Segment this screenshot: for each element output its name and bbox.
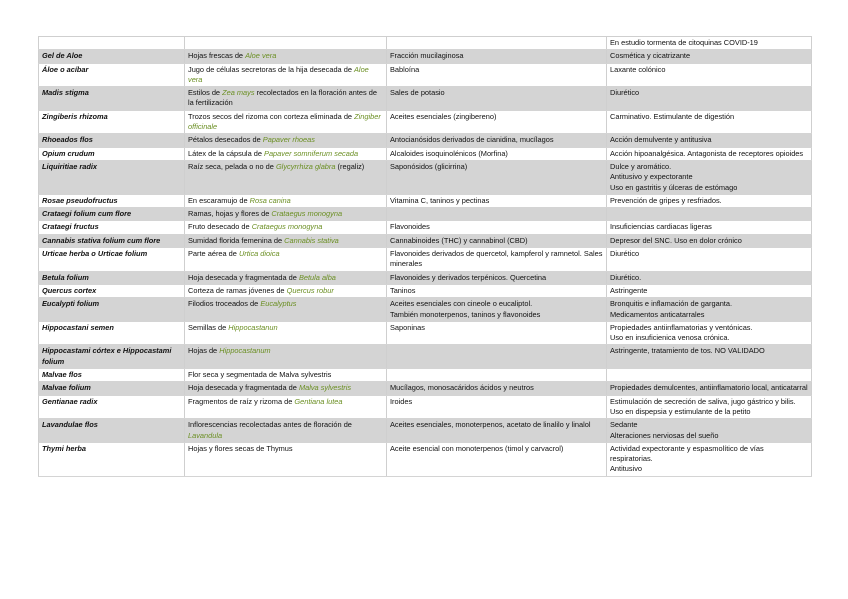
drug-name-cell: Rhoeados flos: [39, 134, 185, 147]
drug-name-cell: Gentianae radix: [39, 395, 185, 419]
header-cell-compounds: [387, 37, 607, 50]
table-row: [39, 160, 812, 194]
species-name: Crataegus monogyna: [271, 209, 343, 219]
therapeutic-use-cell: [607, 321, 812, 345]
drug-name-cell: Rosae pseudofructus: [39, 194, 185, 207]
plant-part-cell: [185, 284, 387, 297]
species-name: Hippocastanun: [228, 322, 278, 332]
table-body: [39, 37, 812, 477]
drug-name-cell: Áloe o acíbar: [39, 63, 185, 87]
table-row: [39, 87, 812, 111]
plant-part-cell: [185, 147, 387, 160]
plant-part-text: Hojas frescas de: [188, 51, 246, 61]
compounds-cell: Alcaloides isoquinolénicos (Morfina): [387, 147, 607, 160]
table-row: [39, 194, 812, 207]
therapeutic-use-cell: [607, 298, 812, 322]
plant-part-cell: [185, 194, 387, 207]
plant-part-cell: [185, 442, 387, 476]
compounds-cell: Vitamina C, taninos y pectinas: [387, 194, 607, 207]
table-row: [39, 221, 812, 234]
species-name: Zingiber officinale: [188, 111, 381, 132]
compounds-line: Aceites esenciales con cineole o eucaliptol.: [390, 299, 533, 309]
use-line: Bronquitis e inflamación de garganta.: [610, 299, 733, 309]
compounds-cell: Flavonoides: [387, 221, 607, 234]
table-row: [39, 248, 812, 272]
compounds-cell: Antocianósidos derivados de cianidina, mucílagos: [387, 134, 607, 147]
compounds-cell: [387, 369, 607, 382]
compounds-cell: Aceite esencial con monoterpenos (timol y carvacrol): [387, 442, 607, 476]
plant-part-text: Pétalos desecados de: [188, 135, 263, 145]
table-row: [39, 208, 812, 221]
therapeutic-use-cell: Acción hipoanalgésica. Antagonista de receptores opioides: [607, 147, 812, 160]
compounds-cell: Flavonoides y derivados terpénicos. Quercetina: [387, 271, 607, 284]
table-row: [39, 369, 812, 382]
compounds-line: También monoterpenos, taninos y flavonoides: [390, 309, 541, 319]
herbal-table: [38, 36, 812, 477]
species-name: Cannabis stativa: [284, 235, 339, 245]
species-name: Eucalyptus: [260, 299, 297, 309]
therapeutic-use-cell: Diurético: [607, 248, 812, 272]
plant-part-cell: [185, 234, 387, 247]
drug-name-cell: Hippocastami córtex e Hippocastami folium: [39, 345, 185, 369]
plant-part-text: Parte aérea de: [188, 249, 239, 259]
therapeutic-use-cell: Diurético: [607, 87, 812, 111]
drug-name-cell: Hippocastani semen: [39, 321, 185, 345]
plant-part-text: Semillas de: [188, 322, 229, 332]
compounds-cell: Sales de potasio: [387, 87, 607, 111]
header-cell-name: [39, 37, 185, 50]
species-name: Quercus robur: [286, 285, 334, 295]
species-name: Glycyrrhiza glabra: [275, 161, 336, 171]
therapeutic-use-cell: Laxante colónico: [607, 63, 812, 87]
plant-part-text: Fruto desecado de: [188, 222, 252, 232]
plant-part-cell: [185, 110, 387, 134]
therapeutic-use-cell: [607, 369, 812, 382]
compounds-cell: Mucílagos, monosacáridos ácidos y neutros: [387, 382, 607, 395]
therapeutic-use-cell: Astringente, tratamiento de tos. NO VALIDADO: [607, 345, 812, 369]
species-name: Lavandula: [188, 430, 223, 440]
species-name: Aloe vera: [245, 51, 277, 61]
plant-part-text: Flor seca y segmentada de Malva sylvestris: [188, 370, 332, 380]
compounds-cell: [387, 345, 607, 369]
plant-part-cell: [185, 87, 387, 111]
table-row: [39, 134, 812, 147]
plant-part-cell: [185, 369, 387, 382]
species-name: Betula alba: [298, 272, 336, 282]
therapeutic-use-cell: Acción demulvente y antitusiva: [607, 134, 812, 147]
table-row: [39, 442, 812, 476]
table-row: [39, 50, 812, 63]
plant-part-cell: [185, 271, 387, 284]
drug-name-cell: Betula folium: [39, 271, 185, 284]
drug-name-cell: Malvae flos: [39, 369, 185, 382]
table-row: [39, 63, 812, 87]
table-row: [39, 298, 812, 322]
compounds-cell: Aceites esenciales (zingibereno): [387, 110, 607, 134]
plant-part-cell: [185, 160, 387, 194]
species-name: Urtica dioica: [238, 249, 280, 259]
drug-name-cell: Crataegi fructus: [39, 221, 185, 234]
table-row: [39, 345, 812, 369]
species-name: Aloe vera: [188, 64, 369, 84]
therapeutic-use-cell: [607, 160, 812, 194]
plant-part-text: (regaliz): [335, 161, 365, 171]
use-line: Antitusivo: [610, 464, 643, 474]
use-line: Alteraciones nerviosas del sueño: [610, 430, 719, 440]
plant-part-text: Ramas, hojas y flores de: [188, 209, 272, 219]
table-row: [39, 395, 812, 419]
drug-name-cell: Opium crudum: [39, 147, 185, 160]
plant-part-cell: [185, 419, 387, 443]
plant-part-text: Corteza de ramas jóvenes de: [188, 285, 287, 295]
header-cell-part: [185, 37, 387, 50]
plant-part-cell: [185, 395, 387, 419]
plant-part-cell: [185, 208, 387, 221]
compounds-cell: [387, 298, 607, 322]
plant-part-cell: [185, 50, 387, 63]
table-row: [39, 419, 812, 443]
plant-part-text: En escaramujo de: [188, 195, 250, 205]
drug-name-cell: Eucalypti folium: [39, 298, 185, 322]
therapeutic-use-cell: [607, 208, 812, 221]
therapeutic-use-cell: [607, 442, 812, 476]
plant-part-text: Látex de la cápsula de: [188, 148, 265, 158]
plant-part-text: Jugo de células secretoras de la hija desecada de: [188, 64, 354, 74]
plant-part-cell: [185, 248, 387, 272]
drug-name-cell: Thymi herba: [39, 442, 185, 476]
table-row: [39, 234, 812, 247]
use-line: Propiedades antiinflamatorias y ventónicas.: [610, 322, 753, 332]
table-row: [39, 382, 812, 395]
therapeutic-use-cell: Cosmética y cicatrizante: [607, 50, 812, 63]
therapeutic-use-cell: Carminativo. Estimulante de digestión: [607, 110, 812, 134]
plant-part-cell: [185, 298, 387, 322]
compounds-cell: Saponinas: [387, 321, 607, 345]
therapeutic-use-cell: Diurético.: [607, 271, 812, 284]
plant-part-text: Filodios troceados de: [188, 299, 261, 309]
drug-name-cell: Liquiritiae radix: [39, 160, 185, 194]
plant-part-cell: [185, 221, 387, 234]
plant-part-text: recolectados en la floración antes de la fertilización: [188, 88, 377, 108]
plant-part-text: Hoja desecada y fragmentada de: [188, 383, 299, 393]
species-name: Malva sylvestris: [298, 383, 352, 393]
plant-part-cell: [185, 321, 387, 345]
compounds-cell: [387, 208, 607, 221]
header-cell-use: En estudio tormenta de citoquinas COVID-19: [607, 37, 812, 50]
use-line: Dulce y aromático.: [610, 161, 672, 171]
plant-part-text: Fragmentos de raíz y rizoma de: [188, 396, 295, 406]
compounds-cell: Aceites esenciales, monoterpenos, acetato de linalilo y linalol: [387, 419, 607, 443]
plant-part-text: Hojas y flores secas de Thymus: [188, 443, 293, 453]
drug-name-cell: Malvae folium: [39, 382, 185, 395]
compounds-cell: Iroides: [387, 395, 607, 419]
use-line: Uso en gastritis y úlceras de estómago: [610, 182, 738, 192]
plant-part-text: Trozos secos del rizoma con corteza eliminada de: [188, 111, 355, 121]
plant-part-text: Raíz seca, pelada o no de: [188, 161, 276, 171]
species-name: Zea mays: [222, 88, 255, 98]
therapeutic-use-cell: Prevención de gripes y resfriados.: [607, 194, 812, 207]
use-line: Actividad expectorante y espasmolítico de vías respiratorias.: [610, 443, 764, 464]
plant-part-text: Hojas de: [188, 346, 220, 356]
drug-name-cell: Gel de Aloe: [39, 50, 185, 63]
compounds-cell: Flavonoides derivados de quercetol, kampferol y ramnetol. Sales minerales: [387, 248, 607, 272]
species-name: Hippocastanum: [219, 346, 271, 356]
therapeutic-use-cell: Depresor del SNC. Uso en dolor crónico: [607, 234, 812, 247]
plant-part-text: Hoja desecada y fragmentada de: [188, 272, 299, 282]
compounds-cell: Babloína: [387, 63, 607, 87]
drug-name-cell: Zingiberis rhizoma: [39, 110, 185, 134]
therapeutic-use-cell: Astringente: [607, 284, 812, 297]
therapeutic-use-cell: Insuficiencias cardiacas ligeras: [607, 221, 812, 234]
plant-part-cell: [185, 63, 387, 87]
compounds-cell: Cannabinoides (THC) y cannabinol (CBD): [387, 234, 607, 247]
table-row: [39, 110, 812, 134]
therapeutic-use-cell: [607, 395, 812, 419]
species-name: Crataegus monogyna: [251, 222, 323, 232]
drug-name-cell: Madis stigma: [39, 87, 185, 111]
use-line: Sedante: [610, 420, 638, 430]
species-name: Gentiana lutea: [294, 396, 343, 406]
use-line: Medicamentos anticatarrales: [610, 309, 705, 319]
plant-part-cell: [185, 345, 387, 369]
plant-part-text: Sumidad florida femenina de: [188, 235, 285, 245]
plant-part-text: Inflorescencias recolectadas antes de floración de: [188, 420, 352, 430]
drug-name-cell: Lavandulae flos: [39, 419, 185, 443]
use-line: Estimulación de secreción de saliva, jugo gástrico y bilis.: [610, 396, 796, 406]
species-name: Rosa canina: [249, 195, 291, 205]
table-row: [39, 284, 812, 297]
drug-name-cell: Cannabis stativa folium cum flore: [39, 234, 185, 247]
therapeutic-use-cell: Propiedades demulcentes, antiinflamatorio local, anticatarral: [607, 382, 812, 395]
species-name: Papaver somniferum secada: [264, 148, 359, 158]
plant-part-cell: [185, 382, 387, 395]
table-row: [39, 321, 812, 345]
species-name: Papaver rhoeas: [262, 135, 315, 145]
use-line: Uso en insuficienica venosa crónica.: [610, 333, 730, 343]
table-header-row: [39, 37, 812, 50]
compounds-cell: Saponósidos (glicirrina): [387, 160, 607, 194]
drug-name-cell: Crataegi folium cum flore: [39, 208, 185, 221]
table-row: [39, 147, 812, 160]
use-line: Antitusivo y expectorante: [610, 172, 693, 182]
drug-name-cell: Quercus cortex: [39, 284, 185, 297]
compounds-cell: Taninos: [387, 284, 607, 297]
compounds-cell: Fracción mucilaginosa: [387, 50, 607, 63]
drug-name-cell: Urticae herba o Urticae folium: [39, 248, 185, 272]
therapeutic-use-cell: [607, 419, 812, 443]
use-line: Uso en dispepsia y estimulante de la petito: [610, 406, 751, 416]
table-row: [39, 271, 812, 284]
plant-part-cell: [185, 134, 387, 147]
plant-part-text: Estilos de: [188, 88, 223, 98]
